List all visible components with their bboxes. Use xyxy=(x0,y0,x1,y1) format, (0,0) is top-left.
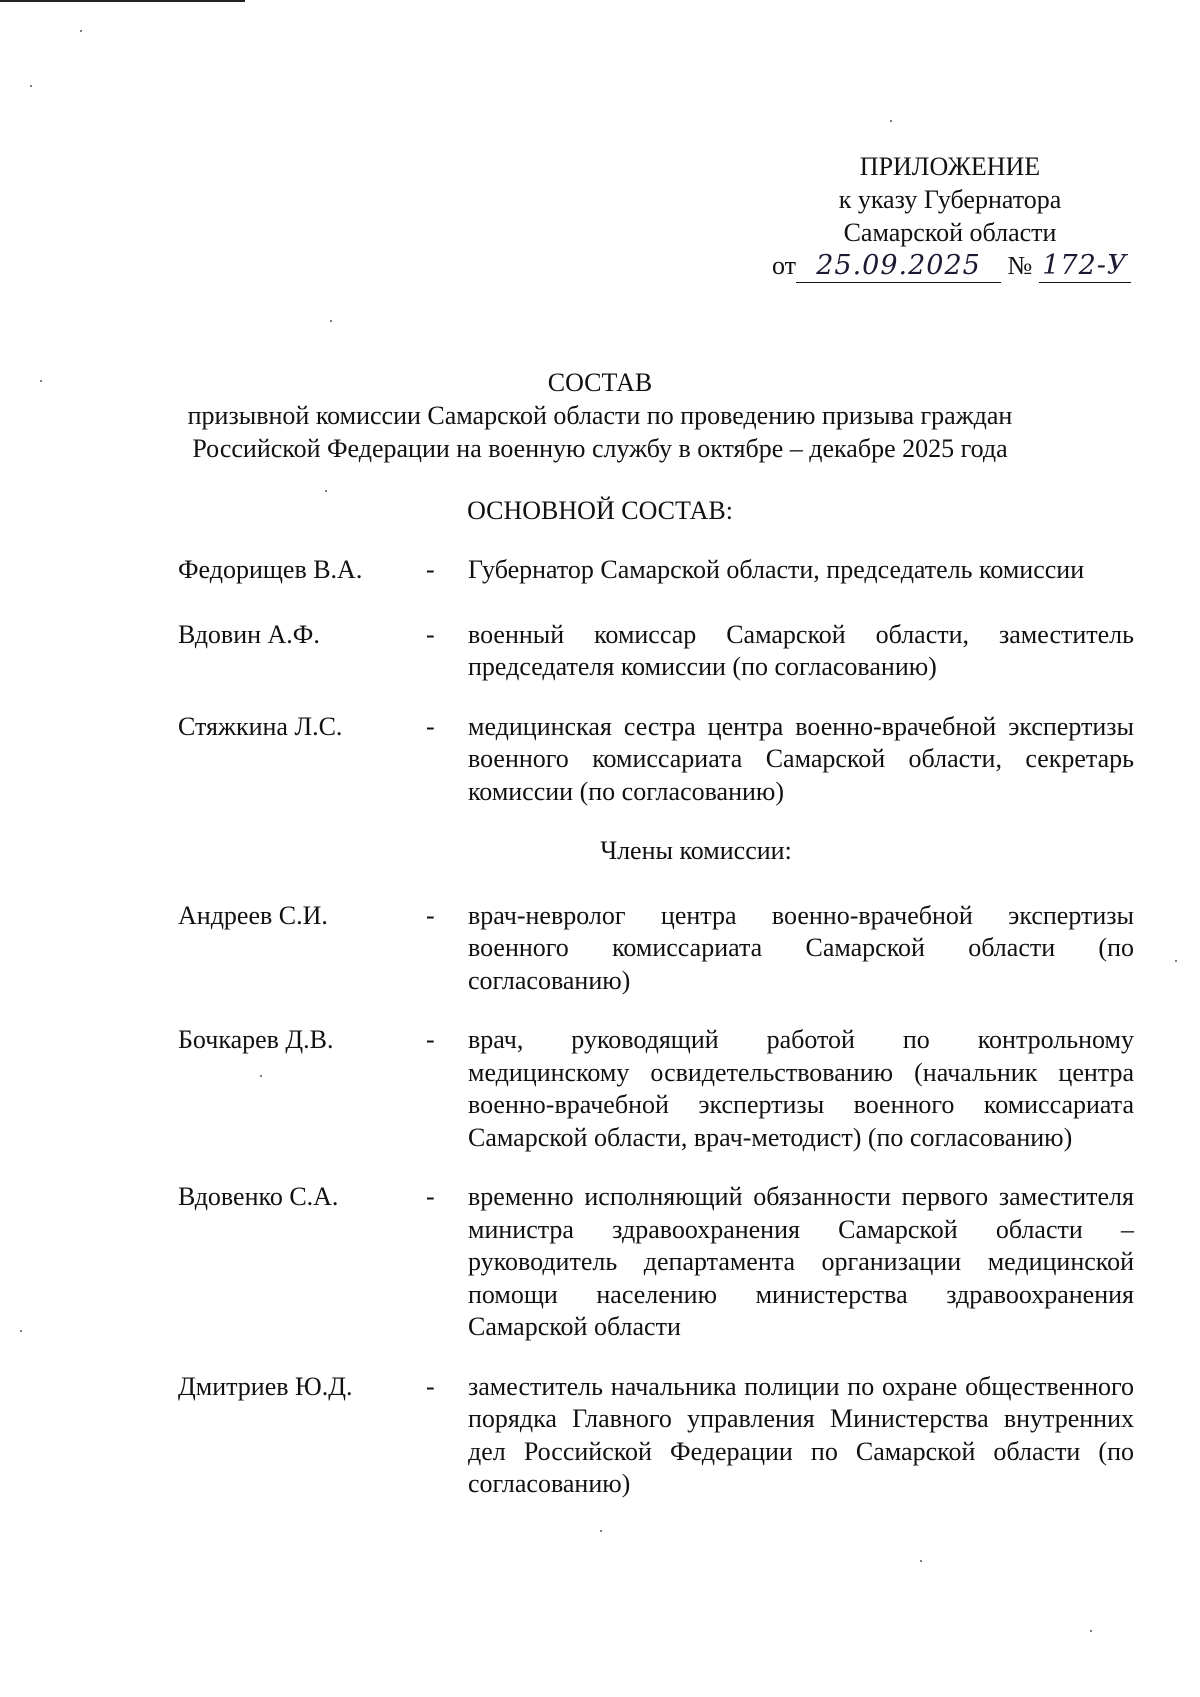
appendix-date-line xyxy=(760,249,1140,283)
scan-speck xyxy=(920,1560,922,1562)
member-name: Стяжкина Л.С. xyxy=(178,711,343,741)
member-name: Андреев С.И. xyxy=(178,900,328,930)
document-heading xyxy=(150,366,1050,465)
handwritten-number: 172-У xyxy=(1039,249,1131,283)
appendix-header xyxy=(760,150,1140,283)
member-dash: - xyxy=(426,555,435,584)
date-prefix: от xyxy=(772,251,797,280)
member-name: Бочкарев Д.В. xyxy=(178,1025,334,1054)
heading-title: СОСТАВ xyxy=(547,368,653,397)
member-position: заместитель начальника полиции по охране общественного порядка Главного управления Министерства внутренних дел Российской Федерации по Самарской области (по согласованию) xyxy=(468,1371,1134,1498)
member-dash: - xyxy=(426,711,435,741)
member-position: врач, руководящий работой по контрольному медицинскому освидетельствованию (начальник центра военно-врачебной экспертизы военного комиссариата Самарской области, врач-методист) (по согласованию) xyxy=(468,1025,1134,1152)
list-item xyxy=(178,711,1134,809)
main-section-title: ОСНОВНОЙ СОСТАВ: xyxy=(467,496,733,525)
scan-speck xyxy=(80,30,82,32)
member-position: врач-невролог центра военно-врачебной экспертизы военного комиссариата Самарской области (по согласованию) xyxy=(468,900,1134,995)
list-item xyxy=(178,619,1134,684)
member-position: медицинская сестра центра военно-врачебной экспертизы военного комиссариата Самарской области, секретарь комиссии (по согласованию) xyxy=(468,711,1134,806)
member-position: временно исполняющий обязанности первого заместителя министра здравоохранения Самарской области – руководитель департамента организации медицинской помощи населению министерства здравоохранения Самарской области xyxy=(468,1182,1134,1341)
member-name: Вдовенко С.А. xyxy=(178,1182,339,1211)
number-sign: № xyxy=(1007,251,1033,280)
heading-line-2: Российской Федерации на военную службу в октябре – декабре 2025 года xyxy=(192,434,1008,463)
appendix-line-decree: к указу Губернатора xyxy=(838,185,1062,214)
member-dash: - xyxy=(426,1182,435,1211)
member-name: Вдовин А.Ф. xyxy=(178,619,320,649)
list-item xyxy=(178,900,1134,998)
list-item xyxy=(178,1024,1134,1154)
member-position: военный комиссар Самарской области, заместитель председателя комиссии (по согласованию) xyxy=(468,619,1134,681)
list-item xyxy=(178,554,1134,587)
member-dash: - xyxy=(426,619,435,649)
appendix-line-region: Самарской области xyxy=(843,218,1057,247)
scan-speck xyxy=(260,1075,262,1077)
scan-speck xyxy=(30,85,32,87)
members-subtitle: Члены комиссии: xyxy=(600,836,792,865)
member-dash: - xyxy=(426,900,435,930)
scan-speck xyxy=(600,1530,602,1532)
heading-line-1: призывной комиссии Самарской области по проведению призыва граждан xyxy=(187,401,1013,430)
appendix-title: ПРИЛОЖЕНИЕ xyxy=(859,152,1041,181)
scan-speck xyxy=(1090,1630,1092,1632)
member-name: Федорищев В.А. xyxy=(178,555,363,584)
member-dash: - xyxy=(426,1025,435,1054)
scan-speck xyxy=(325,490,327,492)
scan-speck xyxy=(1175,960,1177,962)
member-position: Губернатор Самарской области, председатель комиссии xyxy=(468,555,1085,584)
scan-speck xyxy=(890,120,892,122)
handwritten-date: 25.09.2025 xyxy=(796,249,1001,283)
list-item xyxy=(178,1371,1134,1501)
scan-top-edge-line xyxy=(0,0,245,2)
scan-speck xyxy=(330,320,332,322)
member-dash: - xyxy=(426,1371,435,1401)
scan-speck xyxy=(40,380,42,382)
member-name: Дмитриев Ю.Д. xyxy=(178,1371,353,1401)
scan-speck xyxy=(20,1330,22,1332)
commission-list xyxy=(178,554,1134,1501)
list-item xyxy=(178,1181,1134,1344)
